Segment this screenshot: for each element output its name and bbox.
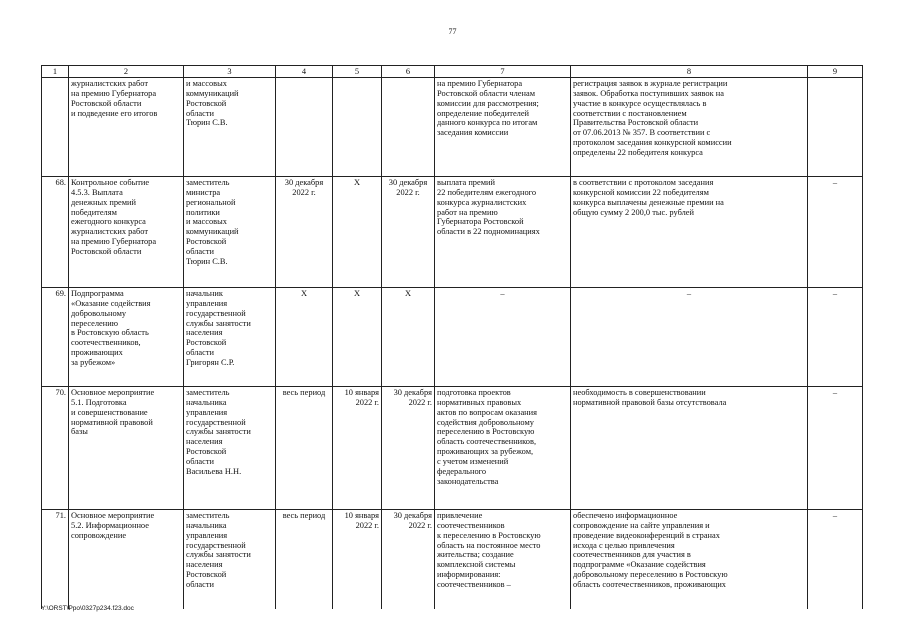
responsible-person: заместитель начальника управления государственной службы занятости населения Ростовской области Васильева Н.Н. bbox=[184, 387, 276, 510]
plan-date: 30 декабря 2022 г. bbox=[276, 177, 333, 288]
responsible-person: заместитель министра региональной политики и массовых коммуникаций Ростовской области Тюрин С.В. bbox=[184, 177, 276, 288]
report-table bbox=[41, 65, 863, 609]
reasons: – bbox=[808, 177, 863, 288]
table-row bbox=[42, 510, 863, 610]
start-date bbox=[333, 78, 382, 177]
table-row bbox=[42, 78, 863, 177]
table-row bbox=[42, 288, 863, 387]
plan-date: весь период bbox=[276, 387, 333, 510]
end-date: Х bbox=[382, 288, 435, 387]
measure-name: Подпрограмма «Оказание содействия добровольному переселению в Ростовскую область соотечественников, проживающих за рубежом» bbox=[69, 288, 184, 387]
expected-result: – bbox=[435, 288, 571, 387]
actual-status: необходимость в совершенствовании нормативной правовой базы отсутствовала bbox=[571, 387, 808, 510]
measure-name: Контрольное событие 4.5.3. Выплата денежных премий победителям ежегодного конкурса журналистских работ на премию Губернатора Ростовской области bbox=[69, 177, 184, 288]
actual-status: регистрация заявок в журнале регистрации заявок. Обработка поступивших заявок на участие в конкурсе осуществлялась в соответствии с постановлением Правительства Ростовской области от 07.06.2013 № 357. В соответствии с протоколом заседания конкурсной комиссии определены 22 победителя конкурса bbox=[571, 78, 808, 177]
expected-result: выплата премий 22 победителям ежегодного конкурса журналистских работ на премию Губернатора Ростовской области в 22 подноминациях bbox=[435, 177, 571, 288]
actual-status: в соответствии с протоколом заседания конкурсной комиссии 22 победителям конкурса выплачены денежные премии на общую сумму 2 200,0 тыс. рублей bbox=[571, 177, 808, 288]
end-date: 30 декабря 2022 г. bbox=[382, 510, 435, 610]
row-number: 69. bbox=[42, 288, 69, 387]
col-header-5: 5 bbox=[333, 66, 382, 78]
responsible-person: заместитель начальника управления государственной службы занятости населения Ростовской области bbox=[184, 510, 276, 610]
end-date bbox=[382, 78, 435, 177]
reasons bbox=[808, 78, 863, 177]
row-number: 70. bbox=[42, 387, 69, 510]
plan-date: Х bbox=[276, 288, 333, 387]
start-date: 10 января 2022 г. bbox=[333, 510, 382, 610]
table-row bbox=[42, 177, 863, 288]
file-path-footer: Y:\ORST\Ppo\0327p234.f23.doc bbox=[41, 605, 134, 612]
col-header-2: 2 bbox=[69, 66, 184, 78]
expected-result: привлечение соотечественников к переселению в Ростовскую область на постоянное место жительства; создание комплексной системы информирования: соотечественников – bbox=[435, 510, 571, 610]
end-date: 30 декабря 2022 г. bbox=[382, 387, 435, 510]
column-number-row bbox=[42, 66, 863, 78]
reasons: – bbox=[808, 387, 863, 510]
col-header-8: 8 bbox=[571, 66, 808, 78]
reasons: – bbox=[808, 510, 863, 610]
table-row bbox=[42, 387, 863, 510]
actual-status: обеспечено информационное сопровождение на сайте управления и проведение видеоконференций в странах исхода с целью привлечения соотечественников для участия в подпрограмме «Оказание содействия добровольному переселению в Ростовскую область соотечественников, проживающих bbox=[571, 510, 808, 610]
measure-name: журналистских работ на премию Губернатора Ростовской области и подведение его итогов bbox=[69, 78, 184, 177]
col-header-3: 3 bbox=[184, 66, 276, 78]
col-header-9: 9 bbox=[808, 66, 863, 78]
start-date: Х bbox=[333, 177, 382, 288]
col-header-7: 7 bbox=[435, 66, 571, 78]
measure-name: Основное мероприятие 5.1. Подготовка и совершенствование нормативной правовой базы bbox=[69, 387, 184, 510]
row-number bbox=[42, 78, 69, 177]
page-number: 77 bbox=[448, 27, 457, 36]
actual-status: – bbox=[571, 288, 808, 387]
plan-date bbox=[276, 78, 333, 177]
row-number: 68. bbox=[42, 177, 69, 288]
plan-date: весь период bbox=[276, 510, 333, 610]
reasons: – bbox=[808, 288, 863, 387]
col-header-6: 6 bbox=[382, 66, 435, 78]
end-date: 30 декабря 2022 г. bbox=[382, 177, 435, 288]
measure-name: Основное мероприятие 5.2. Информационное сопровождение bbox=[69, 510, 184, 610]
responsible-person: и массовых коммуникаций Ростовской области Тюрин С.В. bbox=[184, 78, 276, 177]
start-date: 10 января 2022 г. bbox=[333, 387, 382, 510]
responsible-person: начальник управления государственной службы занятости населения Ростовской области Григорян С.Р. bbox=[184, 288, 276, 387]
col-header-4: 4 bbox=[276, 66, 333, 78]
col-header-1: 1 bbox=[42, 66, 69, 78]
expected-result: на премию Губернатора Ростовской области членам комиссии для рассмотрения; определение победителей данного конкурса по итогам заседания комиссии bbox=[435, 78, 571, 177]
start-date: Х bbox=[333, 288, 382, 387]
row-number: 71. bbox=[42, 510, 69, 610]
expected-result: подготовка проектов нормативных правовых актов по вопросам оказания содействия добровольному переселению в Ростовскую область соотечественников, проживающих за рубежом, с учетом изменений федерального законодательства bbox=[435, 387, 571, 510]
